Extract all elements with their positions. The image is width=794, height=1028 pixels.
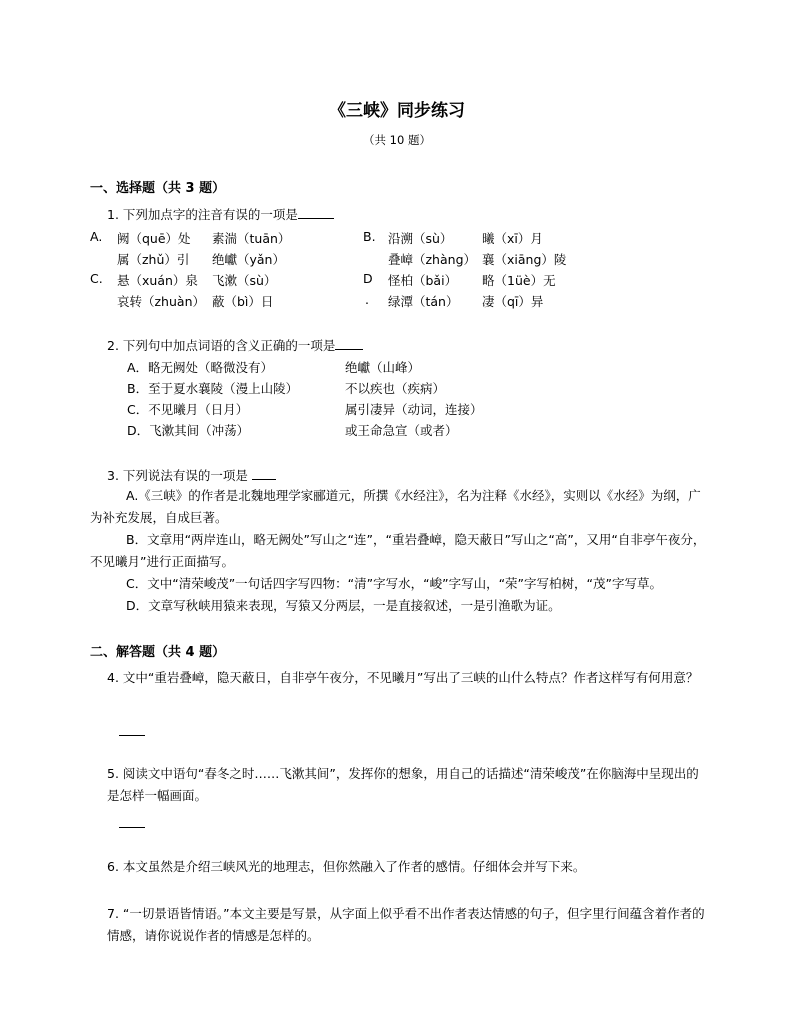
question-1-stem: 1. 下列加点字的注音有误的一项是 <box>107 207 298 222</box>
option-b-item-4: 襄（xiāng）陵 <box>482 252 567 267</box>
section-heading-choice: 一、选择题（共 3 题） <box>90 181 226 196</box>
option-label-b: B. <box>363 229 376 244</box>
q2-option-d-right: 或王命急宣（或者） <box>345 423 458 438</box>
option-c-item-2: 飞漱（sù） <box>212 273 277 288</box>
q3-option-c: C．文中“清荣峻茂”一句话四字写四物：“清”字写水，“峻”字写山，“荣”字写柏树，“茂”字写草。 <box>126 576 662 591</box>
q3-option-b: B．文章用“两岸连山，略无阙处”写山之“连”，“重岩叠嶂，隐天蔽日”写山之“高”，又用“自非亭午夜分，不见曦月”进行正面描写。 <box>90 532 706 569</box>
q2-option-b-left: B．至于夏水襄陵（漫上山陵） <box>127 381 299 396</box>
option-b-item-1: 沿溯（sù） <box>388 231 453 246</box>
answer-blank <box>252 467 276 480</box>
option-b-item-2: 曦（xī）月 <box>482 231 543 246</box>
question-1 <box>107 205 334 223</box>
option-label-c: C. <box>90 271 103 286</box>
question-2-stem: 2. 下列句中加点词语的含义正确的一项是 <box>107 338 336 353</box>
option-a-item-3: 属（zhǔ）引 <box>117 252 190 267</box>
section-heading-answer: 二、解答题（共 4 题） <box>90 645 226 660</box>
answer-line <box>119 735 145 736</box>
q2-option-c-right: 属引凄异（动词，连接） <box>345 402 483 417</box>
option-a-item-4: 绝巘（yǎn） <box>212 252 285 267</box>
option-c-item-4: 蔽（bì）日 <box>212 294 274 309</box>
q3-option-d: D．文章写秋峡用猿来表现，写猿又分两层，一是直接叙述，一是引渔歌为证。 <box>126 598 561 613</box>
question-6: 6. 本文虽然是介绍三峡风光的地理志，但你然融入了作者的感情。仔细体会并写下来。 <box>107 859 586 874</box>
option-c-item-1: 悬（xuán）泉 <box>117 273 198 288</box>
option-d-item-3: 绿潭（tán） <box>388 294 459 309</box>
option-d-item-1: 怪柏（bǎi） <box>388 273 458 288</box>
option-a-item-1: 阙（quē）处 <box>117 231 191 246</box>
q3-option-a: A.《三峡》的作者是北魏地理学家郦道元，所撰《水经注》，名为注释《水经》，实则以《水经》为纲，广为补充发展，自成巨著。 <box>90 488 701 525</box>
option-label-a: A. <box>90 229 103 244</box>
option-c-item-3: 哀转（zhuàn） <box>117 294 205 309</box>
q2-option-b-right: 不以疾也（疾病） <box>345 381 446 396</box>
option-label-d-dot: . <box>365 292 369 307</box>
q2-option-a-right: 绝巘（山峰） <box>345 360 421 375</box>
q2-option-c-left: C．不见曦月（日月） <box>127 402 249 417</box>
answer-blank <box>335 337 363 350</box>
question-7: 7. “一切景语皆情语。”本文主要是写景，从字面上似乎看不出作者表达情感的句子，但字里行间蕴含着作者的情感，请你说说作者的情感是怎样的。 <box>107 906 705 943</box>
question-2 <box>107 336 363 354</box>
question-5: 5. 阅读文中语句“春冬之时……飞漱其间”，发挥你的想象，用自己的话描述“清荣峻茂”在你脑海中呈现出的是怎样一幅画面。 <box>107 766 699 803</box>
answer-blank <box>298 206 334 219</box>
page-subtitle: （共 10 题） <box>363 133 431 147</box>
answer-line <box>119 827 145 828</box>
option-d-item-4: 凄（qī）异 <box>482 294 544 309</box>
option-a-item-2: 素湍（tuān） <box>212 231 291 246</box>
q2-option-a-left: A．略无阙处（略微没有） <box>127 360 274 375</box>
q2-option-d-left: D．飞漱其间（冲荡） <box>127 423 250 438</box>
question-3 <box>107 466 276 484</box>
option-d-item-2: 略（1üè）无 <box>482 273 556 288</box>
question-4: 4. 文中“重岩叠嶂，隐天蔽日，自非亭午夜分，不见曦月”写出了三峡的山什么特点？作者这样写有何用意？ <box>107 670 699 685</box>
question-3-stem: 3. 下列说法有误的一项是 <box>107 468 248 483</box>
page-title: 《三峡》同步练习 <box>329 101 465 121</box>
option-b-item-3: 叠嶂（zhàng） <box>388 252 477 267</box>
option-label-d: D <box>363 271 373 286</box>
